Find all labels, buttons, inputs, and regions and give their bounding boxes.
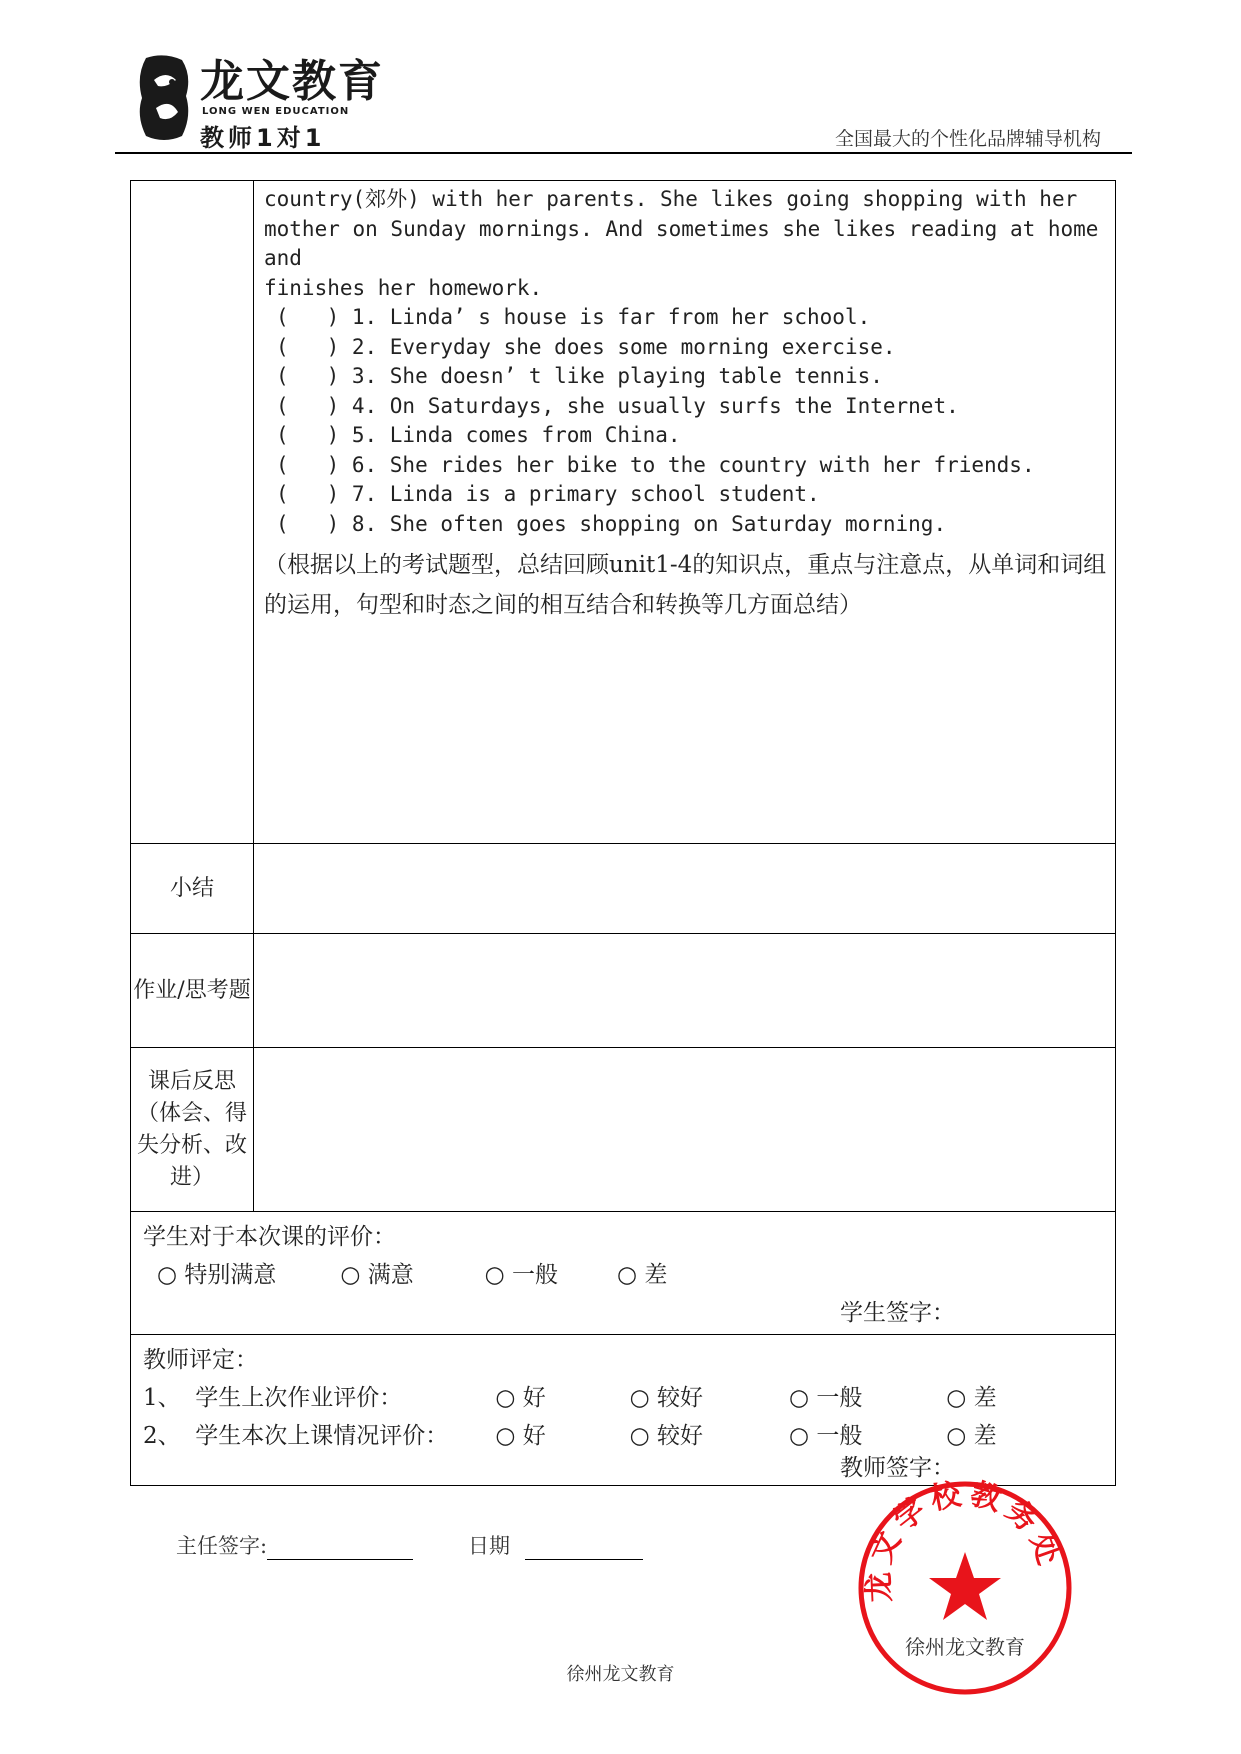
student-eval-title: 学生对于本次课的评价： [143,1224,396,1250]
student-option[interactable]: ○ 特别满意 [157,1262,277,1288]
director-signature-line[interactable] [267,1559,413,1560]
teacher-eval-item: 2、 学生本次上课情况评价： [143,1423,449,1449]
student-eval-cell [131,1212,1116,1335]
summary-label: 小结 [131,844,254,934]
director-label: 主任签字: [176,1534,268,1558]
header-rule [115,152,1132,154]
teacher-option[interactable]: ○ 差 [946,1385,997,1411]
passage-row [131,181,1116,844]
reflection-label: 课后反思（体会、得失分析、改进） [131,1048,254,1212]
student-eval-row [131,1212,1116,1335]
logo-en: LONG WEN EDUCATION [202,106,350,117]
passage-line: finishes her homework. [264,275,543,300]
summary-row [131,844,1116,934]
question-item[interactable]: ( ) 4. On Saturdays, she usually surfs the Internet. [276,393,959,418]
student-option[interactable]: ○ 满意 [340,1262,414,1288]
question-item[interactable]: ( ) 5. Linda comes from China. [276,423,681,447]
homework-row [131,934,1116,1048]
homework-label: 作业/思考题 [131,934,254,1048]
passage-text [264,185,1109,539]
passage-label-cell [131,181,254,844]
passage-line: country(郊外) with her parents. She likes going shopping with her [264,187,1078,211]
reflection-cell[interactable] [254,1048,1116,1212]
student-option[interactable]: ○ 差 [616,1262,668,1288]
teacher-eval-cell [131,1335,1116,1486]
teacher-eval-row [131,1335,1116,1486]
teacher-option[interactable]: ○ 一般 [788,1385,863,1411]
lesson-table [130,180,1116,1486]
date-label: 日期 [468,1534,510,1558]
question-item[interactable]: ( ) 2. Everyday she does some morning exercise. [276,334,896,359]
logo [136,52,396,152]
svg-text:龙文学校教务处: 龙文学校教务处 [861,1478,1069,1604]
teacher-eval-title: 教师评定： [143,1347,258,1373]
question-item[interactable]: ( ) 1. Linda’ s house is far from her school. [276,305,871,329]
teacher-option[interactable]: ○ 较好 [629,1423,704,1449]
date-field [468,1530,643,1560]
teacher-option[interactable]: ○ 差 [946,1423,997,1449]
student-signature-label: 学生签字： [840,1300,955,1326]
header-slogan: 全国最大的个性化品牌辅导机构 [834,128,1101,150]
teacher-eval-item: 1、 学生上次作业评价： [143,1385,403,1411]
reflection-row [131,1048,1116,1212]
homework-cell[interactable] [254,934,1116,1048]
summary-instruction: （根据以上的考试题型，总结回顾unit1-4的知识点，重点与注意点，从单词和词组的运用，句型和时态之间的相互结合和转换等几方面总结） [264,552,1107,618]
passage-line: mother on Sunday mornings. And sometimes she likes reading at home and [264,216,1099,270]
director-signature [176,1530,413,1560]
question-item[interactable]: ( ) 3. She doesn’ t like playing table tennis. [276,364,883,388]
summary-cell[interactable] [254,844,1116,934]
teacher-option[interactable]: ○ 较好 [629,1385,704,1411]
page-footer: 徐州龙文教育 [566,1664,675,1685]
passage-cell [254,181,1116,844]
student-option[interactable]: ○ 一般 [484,1262,559,1288]
logo-mark-icon [136,52,192,144]
logo-subtitle: 教师1对1 [200,124,326,152]
teacher-option[interactable]: ○ 好 [495,1423,546,1449]
question-item[interactable]: ( ) 8. She often goes shopping on Saturday morning. [276,511,947,536]
logo-title: 龙文教育 [200,56,384,107]
teacher-option[interactable]: ○ 一般 [788,1423,863,1449]
teacher-option[interactable]: ○ 好 [495,1385,546,1411]
date-line[interactable] [525,1559,643,1560]
question-item[interactable]: ( ) 6. She rides her bike to the country with her friends. [276,452,1035,477]
question-item[interactable]: ( ) 7. Linda is a primary school student. [276,482,820,506]
teacher-signature-label: 教师签字： [840,1455,955,1481]
svg-text:徐州龙文教育: 徐州龙文教育 [905,1635,1025,1659]
